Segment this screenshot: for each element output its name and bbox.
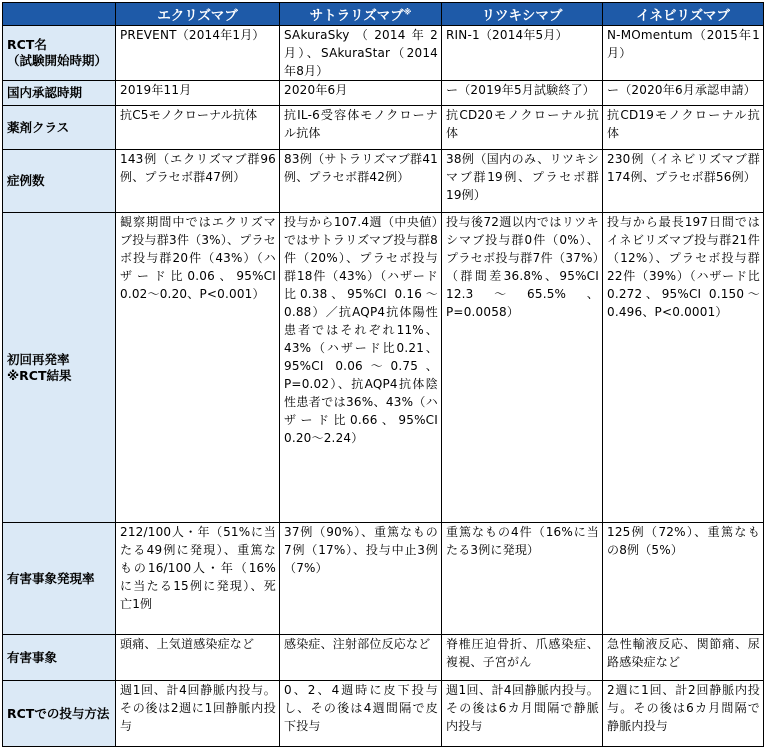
cell-rct-name-rituximab: RIN-1（2014年5月） [442,26,603,81]
note-mark: ※ [403,7,412,17]
cell-adverse-rate-rituximab: 重篤なもの4件（16%に当たる3例に発現） [442,523,603,635]
cell-rct-name-inebilizumab: N-MOmentum（2015年1月） [603,26,764,81]
row-rct-name [3,26,764,81]
cell-adverse-rituximab: 脊椎圧迫骨折、爪感染症、複視、子宮がん [442,635,603,681]
cell-drug-class-rituximab: 抗CD20モノクローナル抗体 [442,106,603,150]
col-header-inebilizumab: イネビリズマブ [603,3,764,26]
row-header-drug-class: 薬剤クラス [3,106,116,150]
cell-drug-class-satralizumab: 抗IL-6受容体モノクローナル抗体 [280,106,442,150]
row-header-line: 初回再発率 [7,351,70,367]
row-cases [3,150,764,213]
cell-approval-inebilizumab: ー（2020年6月承認申請） [603,81,764,106]
row-header-approval: 国内承認時期 [3,81,116,106]
row-header-line: ※RCT結果 [7,367,72,383]
row-relapse-rate [3,213,764,523]
col-header-satralizumab [280,3,442,26]
cell-relapse-satralizumab: 投与から107.4週（中央値）ではサトラリズマブ投与群8件（20%）、プラセボ投与群18件（43%）（ハザード比0.38、95%CI 0.16〜0.88）／抗AQP4抗体陽性患者ではそれぞれ11%、43%（ハザード比0.21、95%CI 0.06〜0.75、P=0.02）、抗AQP4抗体陰性患者では36%、43%（ハザード比0.66、95%CI 0.20〜2.24） [280,213,442,523]
row-drug-class [3,106,764,150]
cell-dosing-satralizumab: 0、2、4週時に皮下投与し、その後は4週間隔で皮下投与 [280,681,442,747]
cell-relapse-inebilizumab: 投与から最長197日間ではイネビリズマブ投与群21件（12%）、プラセボ投与群22件（39%）（ハザード比0.272、95%CI 0.150〜0.496、P<0.0001） [603,213,764,523]
col-header-satralizumab-label: サトラリズマブ [309,8,404,24]
cell-approval-rituximab: ー（2019年5月試験終了） [442,81,603,106]
cell-adverse-satralizumab: 感染症、注射部位反応など [280,635,442,681]
cell-adverse-rate-inebilizumab: 125例（72%）、重篤なもの8例（5%） [603,523,764,635]
cell-dosing-rituximab: 週1回、計4回静脈内投与。その後は6カ月間隔で静脈内投与 [442,681,603,747]
col-header-rituximab: リツキシマブ [442,3,603,26]
comparison-table [2,2,764,747]
cell-rct-name-satralizumab: SAkuraSky（2014年2月）、SAkuraStar（2014年8月） [280,26,442,81]
row-header-relapse-rate [3,213,116,523]
row-approval [3,81,764,106]
cell-dosing-eculizumab: 週1回、計4回静脈内投与。その後は2週に1回静脈内投与 [116,681,280,747]
cell-cases-rituximab: 38例（国内のみ、リツキシマブ群19例、プラセボ群19例） [442,150,603,213]
cell-approval-eculizumab: 2019年11月 [116,81,280,106]
col-header-eculizumab: エクリズマブ [116,3,280,26]
row-adverse-events [3,635,764,681]
row-header-rct-name [3,26,116,81]
cell-relapse-rituximab: 投与後72週以内ではリツキシマブ投与群0件（0%）、プラセボ投与群7件（37%）（群間差36.8%、95%CI 12.3〜65.5%、P=0.0058） [442,213,603,523]
row-dosing [3,681,764,747]
cell-adverse-eculizumab: 頭痛、上気道感染症など [116,635,280,681]
row-adverse-rate [3,523,764,635]
row-header-adverse-events: 有害事象 [3,635,116,681]
cell-adverse-rate-satralizumab: 37例（90%）、重篤なもの7例（17%）、投与中止3例（7%） [280,523,442,635]
corner-cell [3,3,116,26]
cell-cases-inebilizumab: 230例（イネビリズマブ群174例、プラセボ群56例） [603,150,764,213]
row-header-adverse-rate: 有害事象発現率 [3,523,116,635]
cell-drug-class-eculizumab: 抗C5モノクローナル抗体 [116,106,280,150]
cell-dosing-inebilizumab: 2週に1回、計2回静脈内投与。その後は6カ月間隔で静脈内投与 [603,681,764,747]
cell-adverse-rate-eculizumab: 212/100人・年（51%に当たる49例に発現）、重篤なもの16/100人・年（16%に当たる15例に発現）、死亡1例 [116,523,280,635]
row-header-line: （試験開始時期） [7,53,108,68]
cell-cases-satralizumab: 83例（サトラリズマブ群41例、プラセボ群42例） [280,150,442,213]
cell-adverse-inebilizumab: 急性輸液反応、関節痛、尿路感染症など [603,635,764,681]
header-row [3,3,764,26]
row-header-line: RCT名 [7,37,47,52]
row-header-cases: 症例数 [3,150,116,213]
cell-relapse-eculizumab: 観察期間中ではエクリズマブ投与群3件（3%）、プラセボ投与群20件（43%）（ハザード比0.06、95%CI 0.02〜0.20、P<0.001） [116,213,280,523]
cell-cases-eculizumab: 143例（エクリズマブ群96例、プラセボ群47例） [116,150,280,213]
cell-drug-class-inebilizumab: 抗CD19モノクローナル抗体 [603,106,764,150]
cell-approval-satralizumab: 2020年6月 [280,81,442,106]
cell-rct-name-eculizumab: PREVENT（2014年1月） [116,26,280,81]
row-header-dosing: RCTでの投与方法 [3,681,116,747]
